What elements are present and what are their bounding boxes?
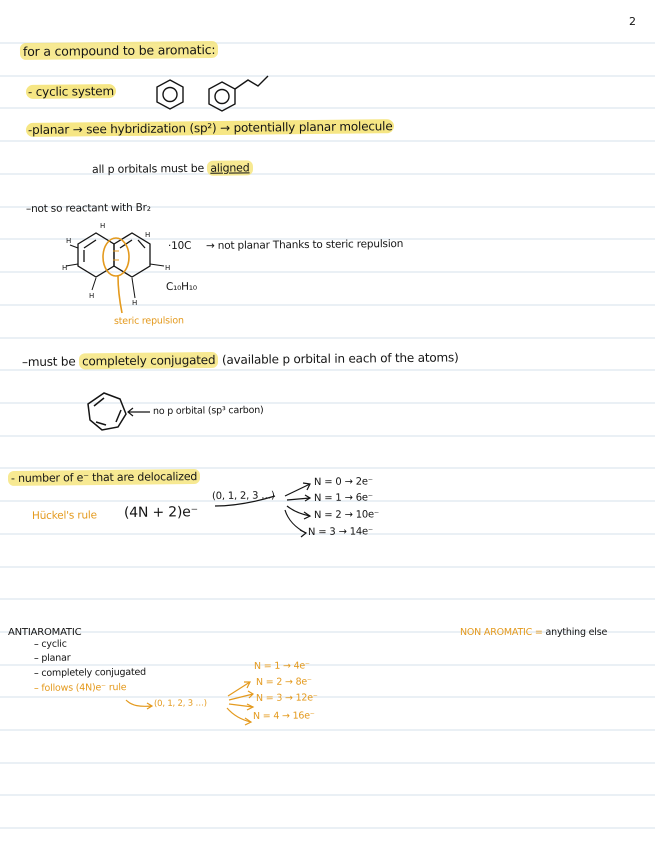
svg-text:H: H: [145, 231, 151, 239]
huckel-result-2: N = 2 → 10e⁻: [313, 509, 380, 521]
huckel-n-values: (0, 1, 2, 3 …): [211, 490, 275, 502]
steric-circle: [103, 238, 129, 313]
conj-em: completely conjugated: [79, 352, 218, 369]
c10-note: → not planar Thanks to steric repulsion: [205, 237, 404, 252]
conj-lead: –must be: [21, 354, 76, 369]
cycloheptatriene-structure: [88, 393, 126, 430]
anti-result-4: N = 4 → 16e⁻: [252, 710, 315, 722]
planar-text: -planar → see hybridization (sp²) → potentially planar molecule: [27, 119, 393, 137]
huckel-result-0: N = 0 → 2e⁻: [313, 476, 373, 488]
annulene-structure: [78, 233, 150, 277]
criterion-br2: –not so reactant with Br₂: [25, 201, 151, 215]
anti-result-3: N = 3 → 12e⁻: [255, 692, 318, 704]
svg-text:H: H: [62, 264, 68, 272]
svg-text:H: H: [132, 299, 138, 307]
benzene-structure: [157, 80, 183, 109]
planar-subnote-text: all p orbitals must be: [91, 161, 205, 176]
huckel-result-3: N = 3 → 14e⁻: [307, 526, 374, 538]
cyclic-text: - cyclic system: [27, 84, 114, 99]
planar-subnote: [92, 162, 253, 175]
steric-label: steric repulsion: [113, 315, 184, 327]
huckel-label: Hückel's rule: [31, 509, 97, 522]
nonaromatic-text: anything else: [545, 627, 608, 638]
svg-text:H: H: [165, 264, 171, 272]
conj-tail: (available p orbital in each of the atoms): [221, 350, 459, 367]
antiaromatic-title: ANTIAROMATIC: [8, 627, 82, 638]
planar-subnote-em: aligned: [207, 160, 252, 175]
anti-result-1: N = 1 → 4e⁻: [253, 660, 310, 672]
nonaromatic-definition: [460, 628, 607, 638]
page-number: 2: [629, 15, 636, 28]
delocal-text: - number of e⁻ that are delocalized: [8, 469, 200, 486]
title-text: for a compound to be aromatic:: [20, 41, 219, 60]
c10-formula: C₁₀H₁₀: [165, 280, 197, 293]
svg-text:H: H: [100, 222, 106, 230]
title-aromatic: [20, 41, 219, 59]
svg-text:H: H: [66, 237, 72, 245]
criterion-delocalized: [8, 471, 200, 484]
criterion-planar: [26, 120, 395, 136]
propylbenzene-structure: [209, 76, 268, 111]
anti-item-cyclic: – cyclic: [33, 638, 67, 650]
nonaromatic-label: NON AROMATIC =: [460, 627, 543, 638]
anti-n-values: (0, 1, 2, 3 …): [153, 698, 207, 709]
c10-label: ·10C: [167, 239, 192, 252]
anti-result-2: N = 2 → 8e⁻: [255, 676, 312, 688]
criterion-cyclic: [26, 85, 116, 98]
svg-text:H: H: [89, 292, 95, 300]
anti-item-planar: – planar: [33, 652, 71, 664]
anti-item-conjugated: – completely conjugated: [33, 666, 147, 679]
anti-rule: – follows (4N)e⁻ rule: [33, 682, 127, 694]
huckel-formula: (4N + 2)e⁻: [123, 504, 198, 521]
no-p-orbital-note: no p orbital (sp³ carbon): [152, 404, 264, 417]
huckel-result-1: N = 1 → 6e⁻: [313, 492, 373, 504]
